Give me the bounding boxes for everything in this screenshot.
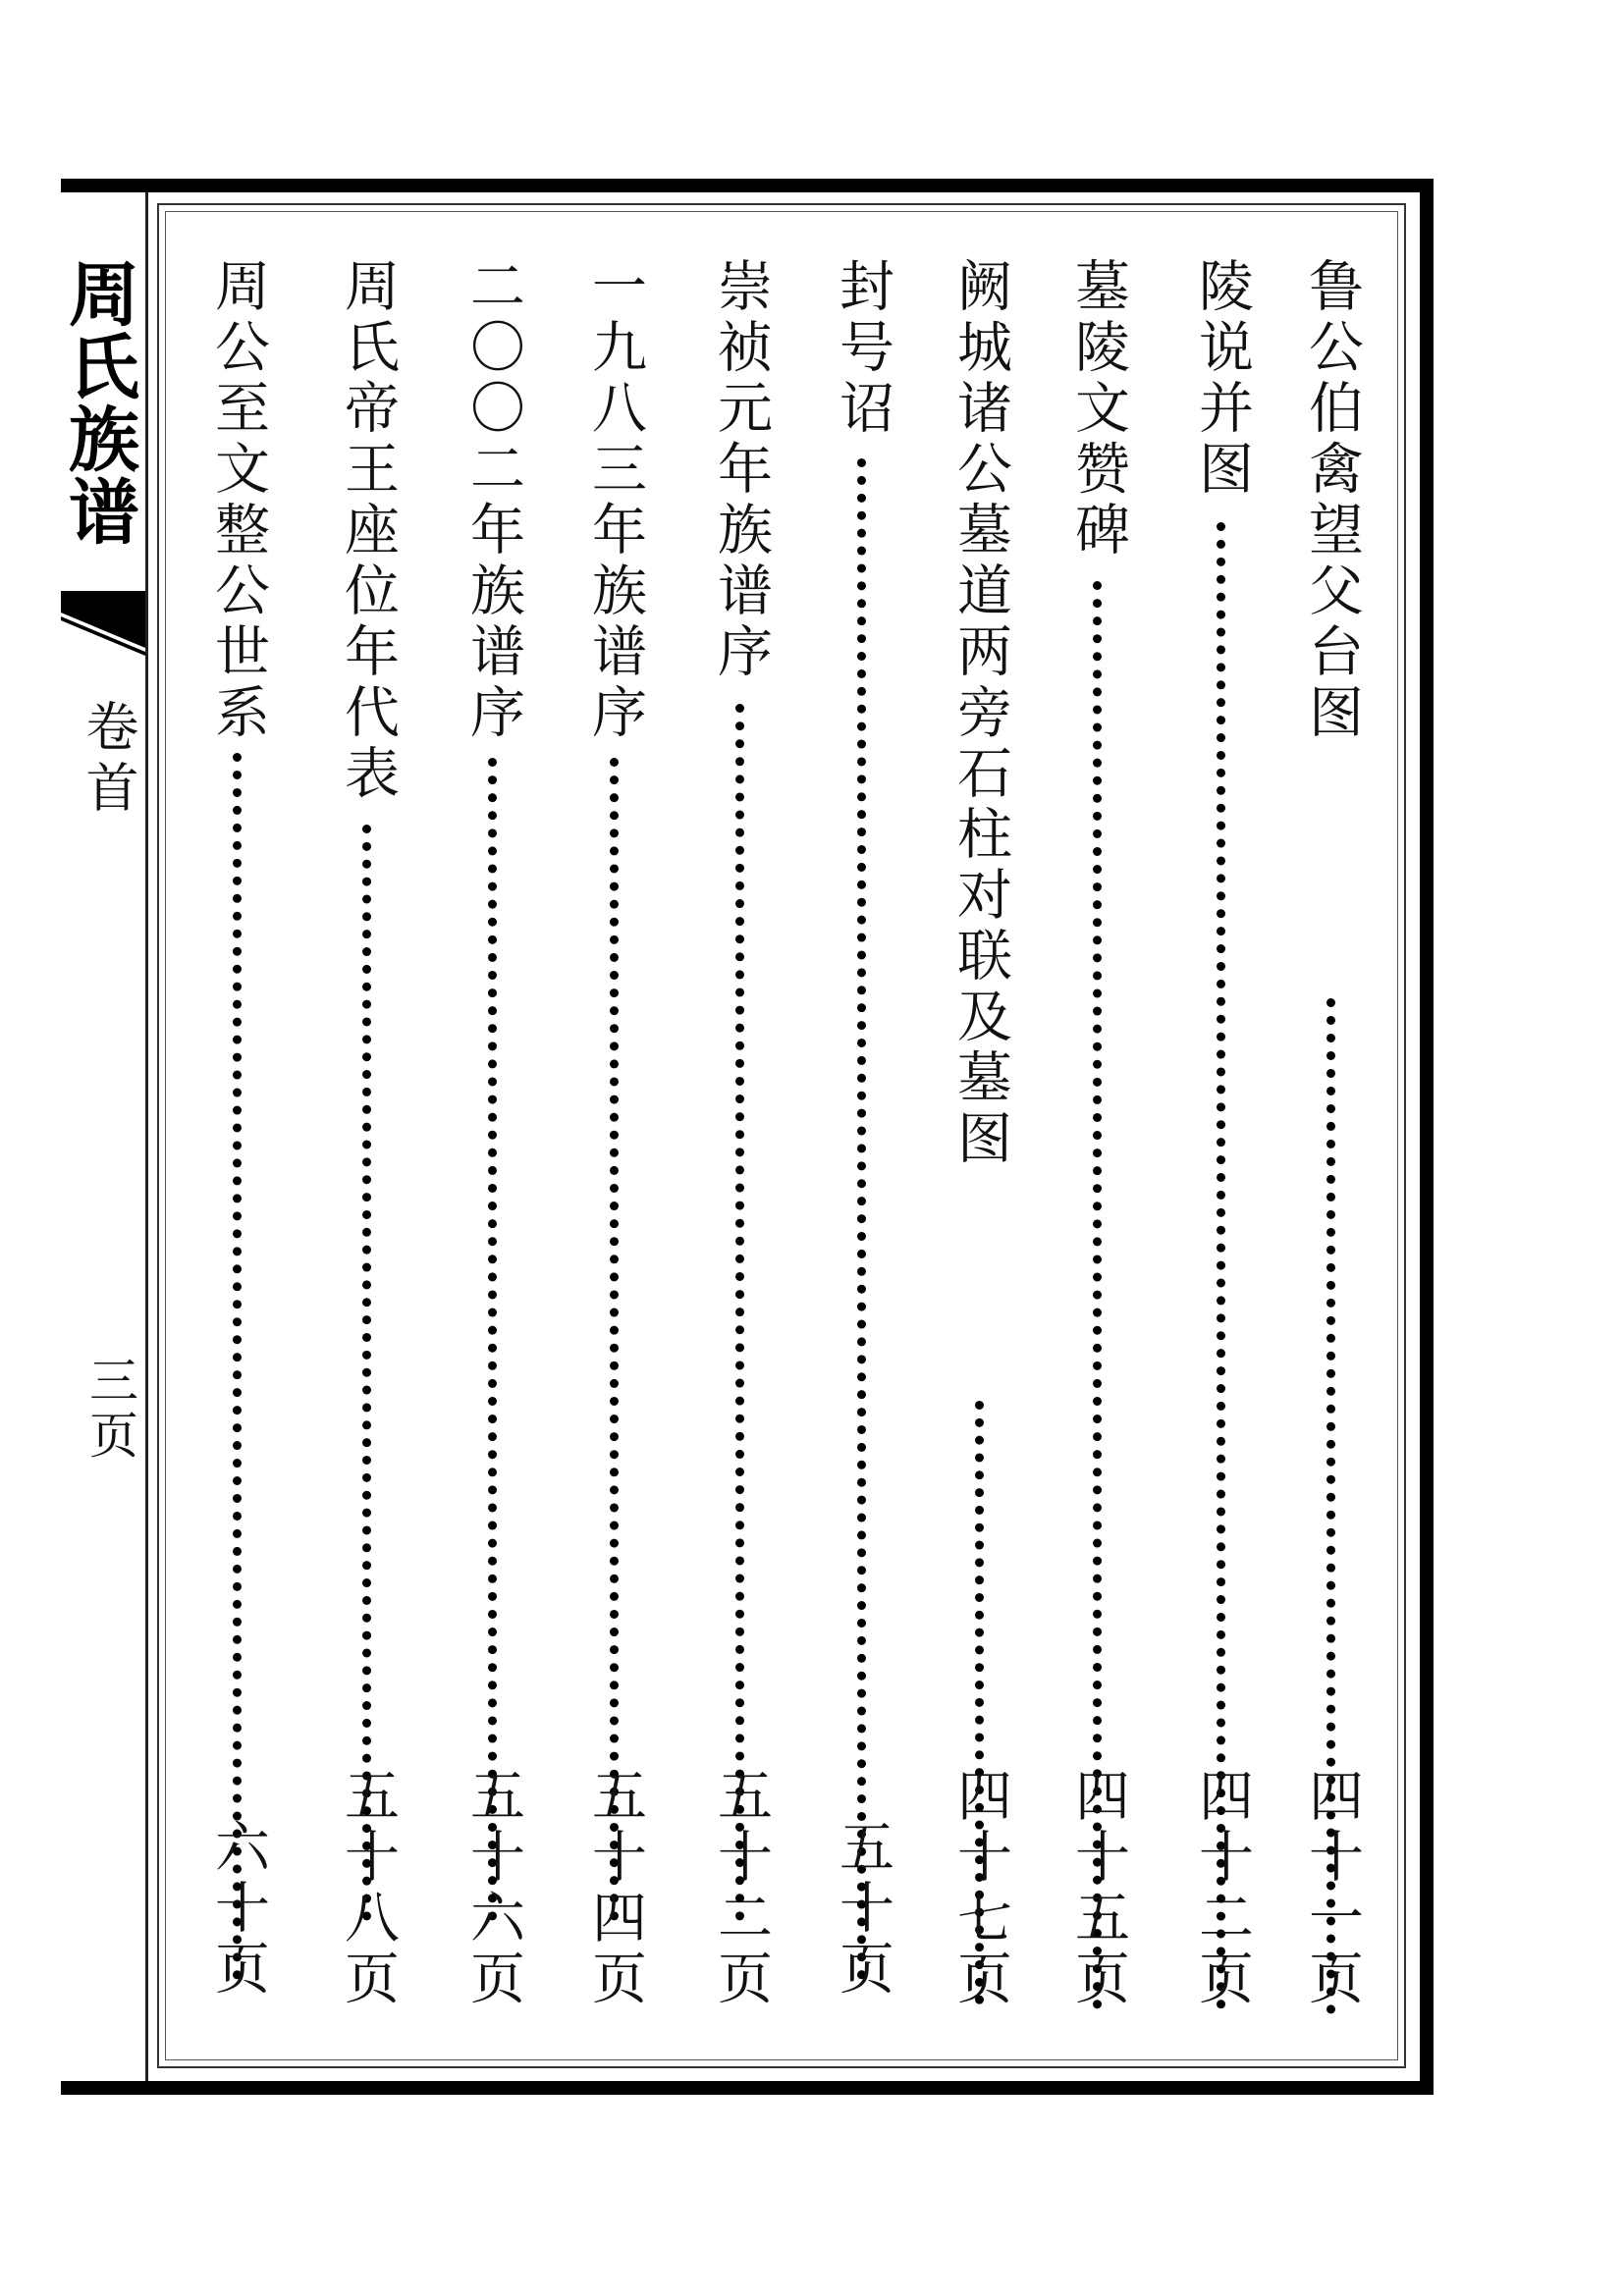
toc-entry[interactable]	[206, 257, 269, 2014]
fishtail-ornament	[61, 591, 149, 669]
toc-entry[interactable]	[831, 257, 893, 2014]
frame-bottom-border	[61, 2081, 1434, 2095]
toc-entry-page: 五十八页	[336, 1767, 400, 2010]
toc-entry[interactable]	[948, 257, 1011, 2014]
toc-entry-title: 崇祯元年族谱序	[709, 257, 773, 683]
toc-entry-page: 四十二页	[1190, 1767, 1254, 2010]
spine-divider	[145, 192, 148, 2081]
spine-page-number: 三页	[81, 1355, 138, 1465]
toc-entry-page: 四十七页	[948, 1767, 1012, 2010]
toc-entry[interactable]	[583, 257, 646, 2014]
toc-entry-page: 五十六页	[461, 1767, 525, 2010]
toc-entry-page: 五十二页	[709, 1767, 773, 2010]
toc-leader-dots	[488, 758, 497, 1921]
toc-entry-page: 五十页	[831, 1818, 894, 2001]
toc-entry[interactable]	[1300, 257, 1363, 2014]
toc-entry[interactable]	[336, 257, 399, 2014]
toc-entry-title: 陵说并图	[1190, 257, 1254, 501]
toc-entry[interactable]	[1066, 257, 1129, 2014]
toc-leader-dots	[735, 704, 744, 1921]
spine-title: 周氏族谱	[57, 257, 139, 548]
toc-entry-page: 六十页	[206, 1818, 270, 2001]
spine-volume: 卷首	[78, 699, 139, 821]
toc-entry-title: 鲁公伯禽望父台图	[1300, 257, 1364, 744]
toc-leader-dots	[610, 758, 619, 1921]
toc-entry-page: 五十四页	[583, 1767, 647, 2010]
toc-entry-title: 周氏帝王座位年代表	[336, 257, 400, 805]
frame-right-border	[1420, 179, 1434, 2095]
toc-entry-page: 四十五页	[1066, 1767, 1130, 2010]
frame-top-border	[61, 179, 1434, 192]
toc-entry-title: 阙城诸公墓道两旁石柱对联及墓图	[948, 257, 1012, 1170]
toc-entry-title: 二〇〇二年族谱序	[461, 257, 525, 744]
toc-entry[interactable]	[709, 257, 772, 2014]
toc-leader-dots	[233, 753, 242, 1980]
toc-leader-dots	[857, 458, 866, 1980]
toc-entry-page: 四十一页	[1300, 1767, 1364, 2010]
toc-leader-dots	[362, 825, 371, 1921]
toc-entry[interactable]	[461, 257, 524, 2014]
toc-entry-title: 周公至文整公世系	[206, 257, 270, 744]
toc-entry[interactable]	[1190, 257, 1253, 2014]
toc-entry-title: 封号诏	[831, 257, 894, 440]
toc-entry-title: 一九八三年族谱序	[583, 257, 647, 744]
toc-entry-title: 墓陵文赞碑	[1066, 257, 1130, 561]
